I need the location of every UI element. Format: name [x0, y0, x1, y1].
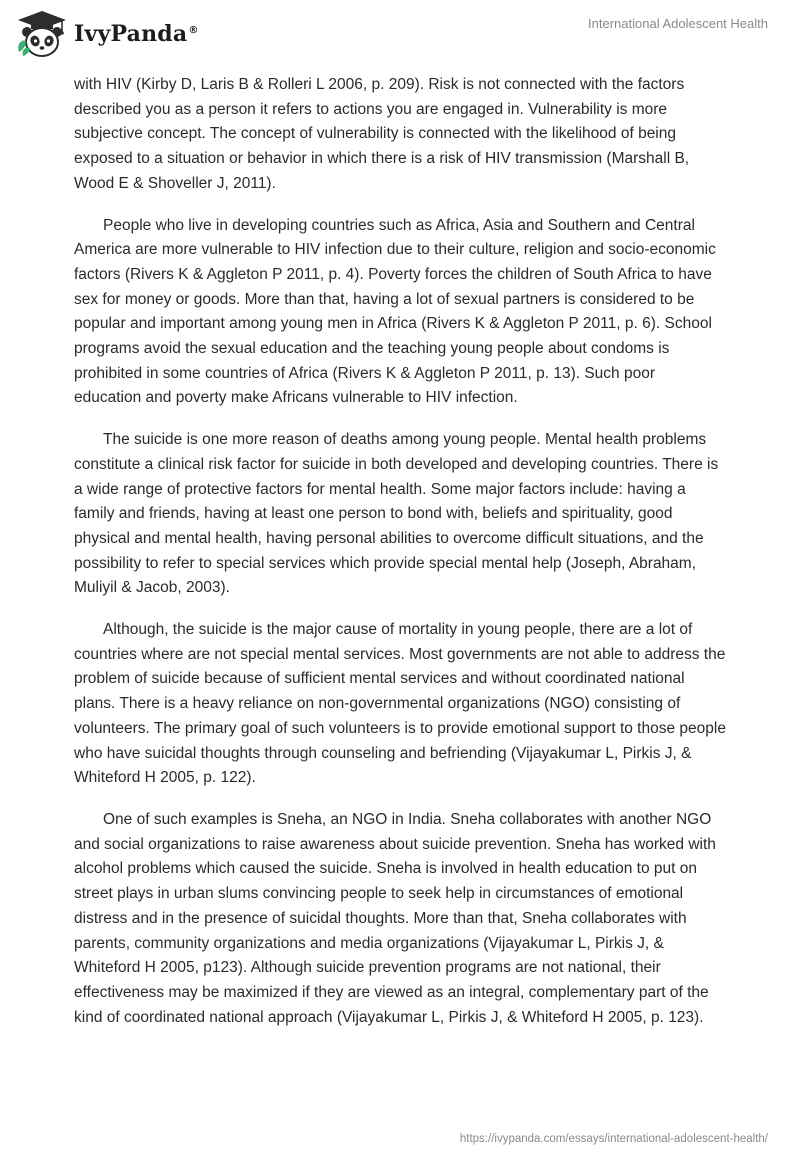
paragraph: One of such examples is Sneha, an NGO in India. Sneha collaborates with another NGO and social organizations to raise awareness about suicide prevention. Sneha has worked with alcohol problems which caused the suicide. Sneha is involved in health education to put on street plays in urban slums convincing people to seek help in circumstances of emotional distress and in the presence of suicidal thoughts. More than that, Sneha collaborates with parents, community organizations and media organizations (Vijayakumar L, Pirkis J, & Whiteford H 2005, p123). Although suicide prevention programs are not national, their effectiveness may be maximized if they are viewed as an integral, complementary part of the kind of coordinated national approach (Vijayakumar L, Pirkis J, & Whiteford H 2005, p. 123).: [74, 810, 716, 1026]
essay-body: [74, 73, 726, 1047]
panda-graduate-icon: [14, 8, 70, 60]
page-header: [0, 0, 800, 70]
document-title: International Adolescent Health: [588, 16, 768, 31]
brand-name: IvyPanda®: [74, 21, 199, 47]
brand-logo[interactable]: [14, 8, 199, 60]
paragraph: Although, the suicide is the major cause of mortality in young people, there are a lot of countries where are not special mental services. Most governments are not able to address the problem of suicide because of sufficient mental services and without coordinated national plans. There is a heavy reliance on non-governmental organizations (NGO) consisting of volunteers. The primary goal of such volunteers is to provide emotional support to those people who have suicidal thoughts through counseling and befriending (Vijayakumar L, Pirkis J, & Whiteford H 2005, p. 122).: [74, 621, 726, 787]
paragraph: The suicide is one more reason of deaths among young people. Mental health problems constitute a clinical risk factor for suicide in both developed and developing countries. There is a wide range of protective factors for mental health. Some major factors include: having a family and friends, having at least one person to bond with, beliefs and spirituality, good physical and mental health, having personal abilities to overcome difficult situations, and the possibility to refer to special services which provide special mental help (Joseph, Abraham, Muliyil & Jacob, 2003).: [74, 431, 719, 597]
paragraph: with HIV (Kirby D, Laris B & Rolleri L 2006, p. 209). Risk is not connected with the factors described you as a person it refers to actions you are engaged in. Vulnerability is more subjective concept. The concept of vulnerability is connected with the likelihood of being exposed to a situation or behavior in which there is a risk of HIV transmission (Marshall B, Wood E & Shoveller J, 2011).: [74, 76, 690, 192]
source-url-link[interactable]: https://ivypanda.com/essays/international-adolescent-health/: [459, 1133, 768, 1145]
paragraph: People who live in developing countries such as Africa, Asia and Southern and Central America are more vulnerable to HIV infection due to their culture, religion and socio-economic factors (Rivers K & Aggleton P 2011, p. 4). Poverty forces the children of South Africa to have sex for money or goods. More than that, having a lot of sexual partners is considered to be popular and important among young men in Africa (Rivers K & Aggleton P 2011, p. 6). School programs avoid the sexual education and the teaching young people about condoms is prohibited in some countries of Africa (Rivers K & Aggleton P 2011, p. 13). Such poor education and poverty make Africans vulnerable to HIV infection.: [74, 216, 716, 407]
